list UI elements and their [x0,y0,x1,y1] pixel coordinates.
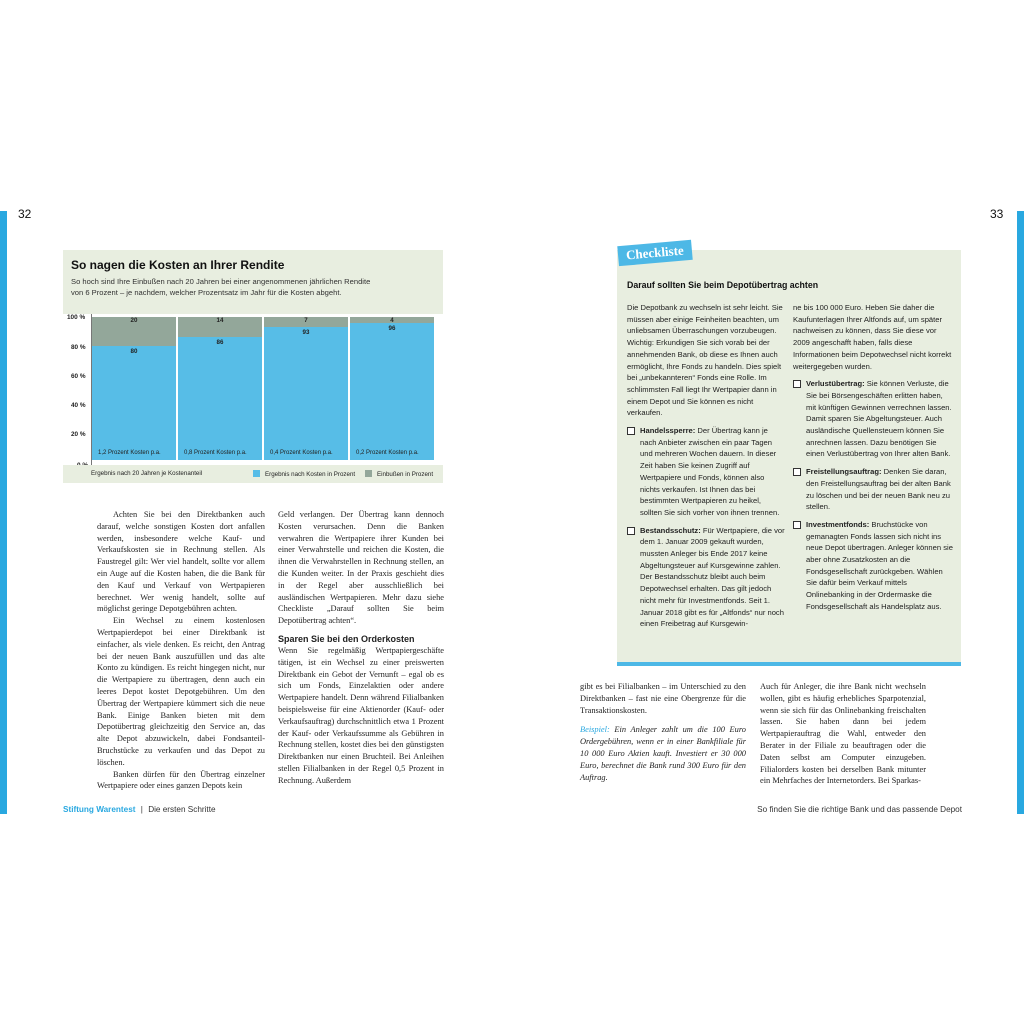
y-tick-100: 100 % [67,314,86,321]
x-axis-label: Ergebnis nach 20 Jahren je Kostenanteil [91,470,203,477]
data-label-result: 93 [302,329,310,336]
legend-item-result [253,470,355,478]
legend-label-result: Ergebnis nach Kosten in Prozent [265,471,356,478]
left-footer [63,805,216,814]
bar-stack [264,317,348,460]
bar-segment-result [92,346,176,460]
bar-stack [92,317,176,460]
checklist-continuation: ne bis 100 000 Euro. Heben Sie daher die Kaufunterlagen Ihrer Altfonds auf, um später nachweisen zu können, dass Sie diese vor 2009 angeschafft haben, falls diese Informationen beim Depotwechsel nicht korrekt weitergegeben wurden. [793,303,952,371]
checkbox-icon[interactable] [793,380,801,388]
paragraph: Ein Wechsel zu einem kostenlosen Wertpapierdepot bei einer Direktbank ist einfacher, als viele denken. Es reicht, den Antrag bei der neuen Bank auszufüllen und das alte Konto zu kündigen. Es reicht hingegen nicht, nur die Wertpapiere zu übertragen, denn auch ein leeres Depot kostet Depotgebühren. Um den Übertrag der Wertpapiere kümmert sich die neue Bank. Einige Banken bieten mit dem Depotübertrag gleichzeitig den Service an, das alte Depot abzuwickeln, dabei Fondsanteil-Bruchstücke zu verkaufen und das Depot zu löschen. [97,616,265,767]
data-label-result: 80 [130,347,138,355]
left-margin-bar [0,211,7,814]
category-label: 0,4 Prozent Kosten p.a. [270,450,333,456]
footer-brand: Stiftung Warentest [63,805,136,814]
category-label: 1,2 Prozent Kosten p.a. [98,450,161,456]
chart-subtitle-line: So hoch sind Ihre Einbußen nach 20 Jahren bei einer angenommenen jährlichen Rendite [71,277,371,286]
y-tick-60: 60 % [71,373,86,380]
checklist-item-investmentfonds [793,519,953,613]
item-label: Bestandsschutz: [640,525,701,535]
checklist-tag: Checkliste [617,240,692,266]
checklist-intro: Die Depotbank zu wechseln ist sehr leicht. Sie müssen aber einige Feinheiten beachten, um unliebsamen Überraschungen vorzubeugen. Wichtig: Erkundigen Sie sich vorab bei der annehmenden Bank, ob diese es Ihnen auch ermöglicht, Ihre Fonds zu handeln. Dies spielt bei „unbekannteren“ Fonds eine Rolle. Im schlimmsten Fall liegt Ihr Wertpapier dann in einem Depot und Sie können es nicht verkaufen. [627,303,783,418]
paragraph: Geld verlangen. Der Übertrag kann dennoch Kosten verursachen. Denn die Banken verwahren die Wertpapiere ihrer Kunden bei einer Verwahrstelle und reichen die Kosten, die ihnen die Verwahrstellen in Rechnung stellen, an die Kunden weiter. In der Praxis geschieht dies in der Regel aber ausschließlich bei ausländischen Wertpapieren. Mehr dazu siehe Checkliste „Darauf sollten Sie beim Depotübertrag achten“. [278,510,444,626]
paragraph: Auch für Anleger, die ihre Bank nicht wechseln wollen, gibt es häufig erhebliches Sparpotenzial, wenn sie sich für das Onlinebanking freischalten lassen. Sie haben dann bei jedem Wertpapierauftrag die Wahl, entweder den Berater in der Filiale zu beauftragen oder die Daten selbst am Computer einzugeben. Filialorders kosten bei derselben Bank mitunter ein Mehrfaches der Internetorders. Bei Sparkas- [760,682,926,786]
example-label: Beispiel: [580,725,610,735]
checklist-title: Darauf sollten Sie beim Depotübertrag achten [627,280,819,290]
checklist-item-bestandsschutz [627,525,785,630]
chart-subtitle-line: von 6 Prozent – je nachdem, welcher Prozentsatz im Jahr für die Kosten abgeht. [71,288,342,297]
bar-segment-result [350,323,434,460]
category-label: 0,2 Prozent Kosten p.a. [356,450,419,456]
item-text: Für Wertpapiere, die vor dem 1. Januar 2009 gekauft wurden, mussten Anleger bis Ende 2017 keine Abgeltungsteuer auf Kursgewinne zahlen. Der Bestandsschutz bleibt auch beim Depotwechsel erhalten. Das gilt jedoch nicht mehr für Investmentfonds. Seit 1. Januar 2018 gibt es für „Altfonds“ nur noch einen Freibetrag auf Kursgewin- [640,525,785,629]
bar-segment-result [264,327,348,460]
data-label-loss: 14 [216,317,224,324]
item-text: Der Übertrag kann je nach Anbieter zwischen ein paar Tagen und mehreren Wochen dauern. In dieser Zeit haben Sie keinen Zugriff auf Wertpapiere und Fonds, können also nichts verkaufen. Ist Ihnen das bei bestimmten Wertpapieren zu heikel, sollten Sie sich vorher von ihnen trennen. [640,426,780,517]
section-heading: Sparen Sie bei den Orderkosten [278,633,415,644]
bar-stack [350,317,434,460]
chart-box [63,250,443,483]
checklist-column-2 [793,302,953,619]
paragraph: Achten Sie bei den Direktbanken auch darauf, welche sonstigen Kosten dort anfallen werden, insbesondere welche Kauf- und Verkaufskosten sie in Rechnung stellen. Als Faustregel gilt: Wer viel handelt, sollte vor allem ein Auge auf die Kosten haben, die die Bank für den Kauf und Verkauf von Wertpapieren berechnet. Wer wenig handelt, sollte auf möglichst geringe Depotgebühren achten. [97,510,265,614]
checklist-item-freistellungsauftrag [793,466,953,513]
right-margin-bar [1017,211,1024,814]
bar-stack [178,317,262,460]
checkbox-icon[interactable] [627,527,635,535]
checklist-item-handelssperre [627,425,785,519]
footer-separator: | [140,805,143,814]
data-label-result: 86 [216,339,224,347]
page-number-left: 32 [18,207,32,221]
y-tick-80: 80 % [71,344,86,351]
data-label-result: 96 [388,324,396,332]
right-body-column-1 [580,681,746,783]
page-number-right: 33 [990,207,1004,221]
paragraph: Wenn Sie regelmäßig Wertpapiergeschäfte tätigen, ist ein Wechsel zu einer preiswerten Direktbank ein Gebot der Vernunft – egal ob es sich um Fonds, Einzelaktien oder andere Wertpapiere handelt. Denn während Filialbanken beispielsweise für eine Aktienorder (Kauf- oder Verkaufsauftrag) durchschnittlich etwa 1 Prozent der Kauf- oder Verkaufssumme als Gebühren in Rechnung stellen, kostet dies bei den günstigsten Direktbanken nur einen Bruchteil. Bei Anleihen stellen Filialbanken in der Regel 0,5 Prozent in Rechnung. Außerdem [278,645,444,785]
chart-subtitle [71,276,439,298]
legend-item-loss [365,470,433,478]
checklist-column-1 [627,302,785,636]
example-text: Ein Anleger zahlt um die 100 Euro Ordergebühren, wenn er in einer Bankfiliale für 10 000 Euro Aktien kauft. Investiert er 30 000 Euro, berechnet die Bank rund 300 Euro für den Auftrag. [580,725,746,782]
left-body-column-2 [278,509,444,787]
left-body-column-1 [97,509,265,792]
y-tick-40: 40 % [71,402,86,409]
checklist-box [617,250,961,662]
data-label-loss: 20 [130,317,138,324]
plot-area [63,314,443,483]
item-label: Verlustübertrag: [806,379,865,389]
paragraph: gibt es bei Filialbanken – im Unterschied zu den Direktbanken – fast nie eine Obergrenze für die Transaktionskosten. [580,682,746,715]
legend-swatch-gray [365,470,372,477]
right-footer: So finden Sie die richtige Bank und das passende Depot [757,805,962,814]
checkbox-icon[interactable] [793,468,801,476]
legend-label-loss: Einbußen in Prozent [377,471,434,478]
legend-swatch-blue [253,470,260,477]
y-tick-20: 20 % [71,431,86,438]
item-text: Bruchstücke von gemanagten Fonds lassen sich nicht ins neue Depot übertragen. Anleger können sie aber ohne Zusatzkosten an die Fondsgesellschaft zurückgeben. Wählen Sie dafür beim Verkauf mittels Onlinebanking in der Ordermaske die Fondsgesellschaft als Handelsplatz aus. [806,519,953,611]
bar-segment-result [178,337,262,460]
category-label: 0,8 Prozent Kosten p.a. [184,450,247,456]
item-label: Investmentfonds: [806,519,870,529]
footer-section: Die ersten Schritte [148,805,216,814]
checkbox-icon[interactable] [627,427,635,435]
right-body-column-2 [760,681,926,787]
item-text: Sie können Verluste, die Sie bei Börsengeschäften erlitten haben, mit künftigen Gewinnen verrechnen lassen. Damit sparen Sie Abgeltungsteuer. Auch ausländische Quellensteuern können Sie anrechnen lassen. Dazu benötigen Sie einen Verlustübertrag von Ihrer alten Bank. [806,379,952,459]
data-label-loss: 7 [304,317,308,324]
example-paragraph [580,724,746,783]
legend-strip [63,465,443,483]
data-label-loss: 4 [390,317,394,324]
chart-title: So nagen die Kosten an Ihrer Rendite [71,258,285,272]
item-text: Denken Sie daran, den Freistellungsauftrag bei der alten Bank zu löschen und bei der neuen Bank neu zu stellen. [806,467,951,512]
checklist-item-verlustuebertrag [793,378,953,460]
paragraph: Banken dürfen für den Übertrag einzelner Wertpapiere oder eines ganzen Depots kein [97,769,265,791]
checkbox-icon[interactable] [793,521,801,529]
checklist-bottom-rule [617,662,961,666]
item-label: Handelssperre: [640,426,696,436]
item-label: Freistellungsauftrag: [806,467,882,477]
